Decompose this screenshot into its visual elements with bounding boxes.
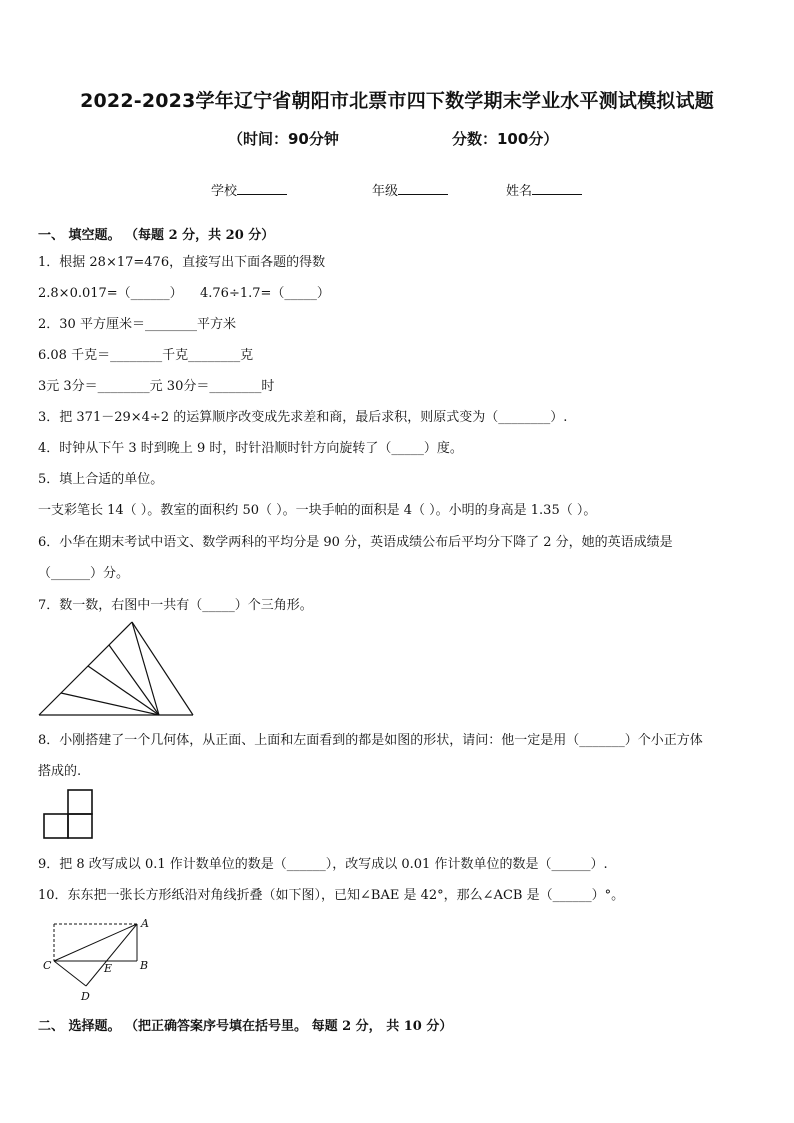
- cube-view-figure: [42, 789, 98, 841]
- grade-blank[interactable]: [398, 180, 448, 195]
- point-c-label: C: [43, 959, 52, 972]
- question-9: 9．把 8 改写成以 0.1 作计数单位的数是（______），改写成以 0.01 作计数单位的数是（______）.: [38, 857, 608, 872]
- school-blank[interactable]: [237, 180, 287, 195]
- school-label: 学校: [211, 184, 238, 199]
- point-e-label: E: [104, 962, 113, 975]
- exam-score: 分数：100分）: [452, 130, 559, 148]
- question-7: 7．数一数，右图中一共有（_____）个三角形。: [38, 598, 313, 613]
- question-1b: 4.76÷1.7=（_____）: [200, 286, 330, 301]
- question-3: 3．把 371－29×4÷2 的运算顺序改变成先求差和商，最后求积，则原式变为（________）.: [38, 410, 568, 425]
- question-1: 1．根据 28×17=476，直接写出下面各题的得数: [38, 255, 326, 270]
- question-10: 10．东东把一张长方形纸沿对角线折叠（如下图），已知∠BAE 是 42°，那么∠ACB 是（______）°。: [38, 888, 625, 903]
- question-5a: 一支彩笔长 14（ ）。教室的面积约 50（ ）。一块手帕的面积是 4（ ）。小明的身高是 1.35（ ）。: [38, 503, 597, 518]
- name-blank[interactable]: [532, 180, 582, 195]
- point-d-label: D: [81, 990, 90, 1003]
- page-title: 2022-2023学年辽宁省朝阳市北票市四下数学期末学业水平测试模拟试题: [80, 90, 714, 112]
- name-label: 姓名: [506, 184, 533, 199]
- question-2: 2．30 平方厘米＝________平方米: [38, 317, 236, 332]
- school-field: [211, 180, 287, 199]
- section-2-heading: 二、 选择题。 （把正确答案序号填在括号里。 每题 2 分， 共 10 分）: [38, 1019, 453, 1034]
- question-4: 4．时钟从下午 3 时到晚上 9 时，时针沿顺时针方向旋转了（_____）度。: [38, 441, 463, 456]
- folded-rectangle-figure: [40, 914, 164, 1006]
- triangle-figure: [36, 619, 196, 719]
- exam-time: （时间：90分钟: [228, 130, 339, 148]
- grade-field: [372, 180, 448, 199]
- question-8: 8．小刚搭建了一个几何体，从正面、上面和左面看到的都是如图的形状，请问：他一定是用（_______）个小正方体: [38, 733, 703, 748]
- section-1-heading: 一、 填空题。 （每题 2 分，共 20 分）: [38, 228, 275, 243]
- name-field: [506, 180, 582, 199]
- question-5: 5．填上合适的单位。: [38, 472, 164, 487]
- question-2a: 6.08 千克＝________千克________克: [38, 348, 254, 363]
- question-2b: 3元 3分＝________元 30分＝________时: [38, 379, 275, 394]
- point-b-label: B: [140, 959, 149, 972]
- question-6a: （______）分。: [38, 566, 130, 581]
- question-6: 6．小华在期末考试中语文、数学两科的平均分是 90 分，英语成绩公布后平均分下降了 2 分，她的英语成绩是: [38, 535, 673, 550]
- question-8a: 搭成的.: [38, 764, 82, 779]
- question-1a: 2.8×0.017=（______）: [38, 286, 183, 301]
- point-a-label: A: [141, 917, 149, 930]
- grade-label: 年级: [372, 184, 399, 199]
